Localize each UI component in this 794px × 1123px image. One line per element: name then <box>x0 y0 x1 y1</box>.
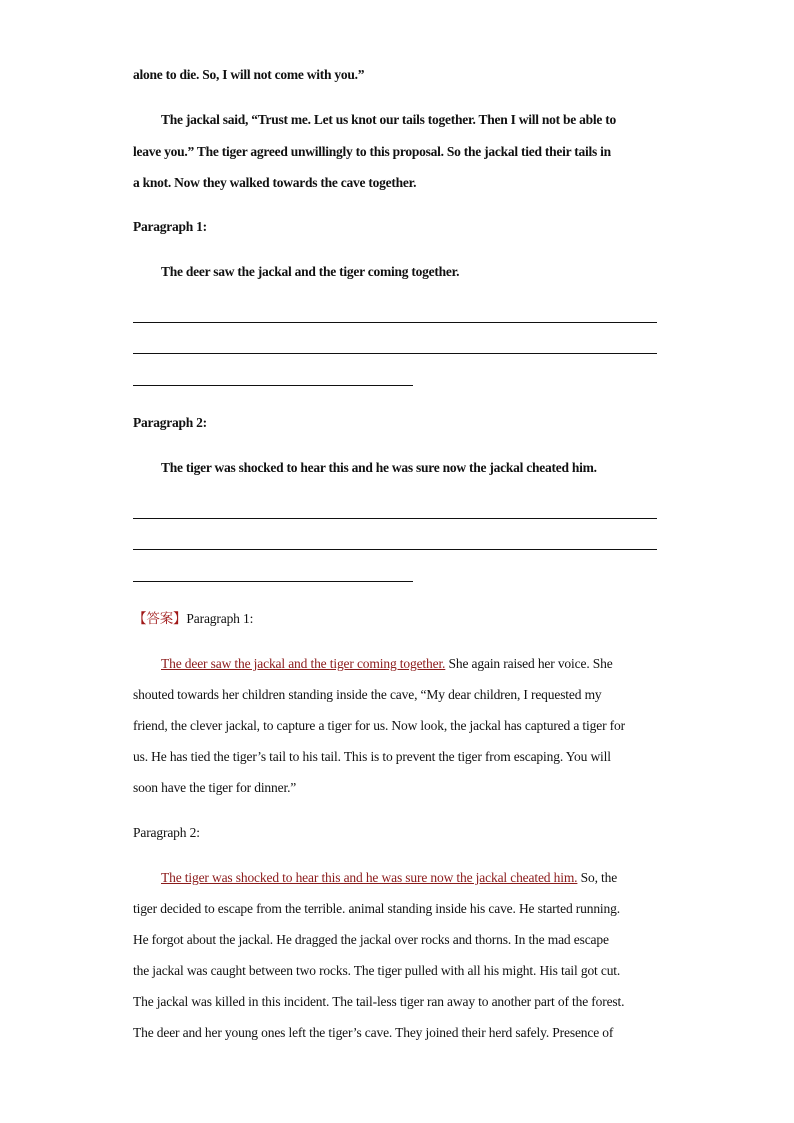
answer-line <box>133 518 657 519</box>
answer-p1-continuation: She again raised her voice. She <box>445 656 613 671</box>
answer-p2-line: tiger decided to escape from the terrible. animal standing inside his cave. He started running. <box>133 901 620 916</box>
answer-paragraph-2-heading: Paragraph 2: <box>133 825 200 840</box>
answer-p1-line: us. He has tied the tiger’s tail to his tail. This is to prevent the tiger from escaping. You will <box>133 749 611 764</box>
answer-p2-line: the jackal was caught between two rocks. The tiger pulled with all his might. His tail got cut. <box>133 963 621 978</box>
story-line-2: The jackal said, “Trust me. Let us knot our tails together. Then I will not be able to <box>161 112 617 127</box>
answer-line <box>133 549 657 550</box>
answer-p2-line: The jackal was killed in this incident. The tail-less tiger ran away to another part of the forest. <box>133 994 625 1009</box>
answer-p2-continuation: So, the <box>577 870 618 885</box>
answer-p2-given-sentence: The tiger was shocked to hear this and he was sure now the jackal cheated him. <box>161 870 578 885</box>
answer-heading <box>133 610 253 628</box>
paragraph-1-heading: Paragraph 1: <box>133 219 207 234</box>
answer-p2-line: He forgot about the jackal. He dragged the jackal over rocks and thorns. In the mad escape <box>133 932 609 947</box>
answer-p1-line-1 <box>161 655 613 673</box>
answer-p1-line: shouted towards her children standing inside the cave, “My dear children, I requested my <box>133 687 602 702</box>
answer-paragraph-1-heading: Paragraph 1: <box>186 611 254 626</box>
answer-line <box>133 385 413 386</box>
answer-p2-line: The deer and her young ones left the tiger’s cave. They joined their herd safely. Presence of <box>133 1025 614 1040</box>
story-line-1: alone to die. So, I will not come with you.” <box>133 67 365 82</box>
story-line-3: leave you.” The tiger agreed unwillingly to this proposal. So the jackal tied their tails in <box>133 144 611 159</box>
answer-p1-given-sentence: The deer saw the jackal and the tiger coming together. <box>161 656 446 671</box>
paragraph-1-prompt: The deer saw the jackal and the tiger coming together. <box>161 264 460 279</box>
paragraph-2-prompt: The tiger was shocked to hear this and he was sure now the jackal cheated him. <box>161 460 597 475</box>
answer-line <box>133 322 657 323</box>
answer-tag: 【答案】 <box>133 611 187 626</box>
answer-p2-line-1 <box>161 869 617 887</box>
answer-p1-line: soon have the tiger for dinner.” <box>133 780 297 795</box>
answer-line <box>133 581 413 582</box>
answer-p1-line: friend, the clever jackal, to capture a tiger for us. Now look, the jackal has captured a tiger for <box>133 718 625 733</box>
answer-line <box>133 353 657 354</box>
paragraph-2-heading: Paragraph 2: <box>133 415 207 430</box>
story-line-4: a knot. Now they walked towards the cave together. <box>133 175 417 190</box>
